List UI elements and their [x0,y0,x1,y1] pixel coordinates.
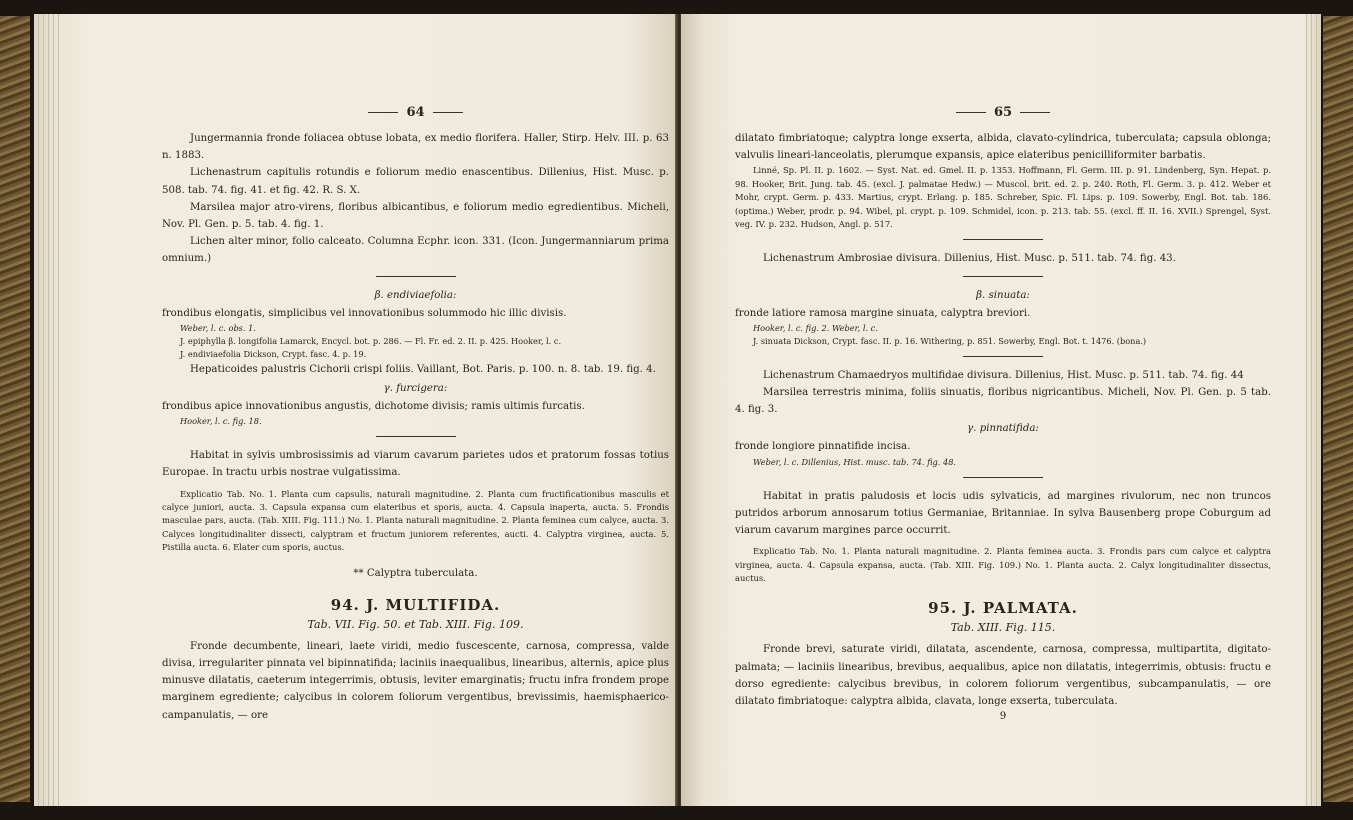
paragraph: Lichen alter minor, folio calceato. Columna Ecphr. icon. 331. (Icon. Jungermanniarum prima omnium.) [162,236,669,265]
divider [376,276,456,277]
left-text-column [162,100,669,724]
reference: J. sinuata Dickson, Crypt. fasc. II. p. 16. Withering, p. 851. Sowerby, Engl. Bot. t. 1476. (bona.) [753,335,1147,346]
divider [963,356,1043,357]
page-number-left: 64 [162,100,669,126]
variety-text: fronde longiore pinnatifide incisa. [735,441,911,453]
variety-text: fronde latiore ramosa margine sinuata, calyptra breviori. [735,307,1031,319]
left-page [34,14,677,806]
references-block: Linné, Sp. Pl. II. p. 1602. — Syst. Nat. ed. Gmel. II. p. 1353. Hoffmann, Fl. Germ. III. p. 91. Lindenberg, Syn. Hepat. p. 98. Hooker, Brit. Jung. tab. 45. (excl. J. palmatae Hedw.) — Muscol. brit. ed. 2. p. 240. Roth, Fl. Germ. 3. p. 412. Weber et Mohr, crypt. Germ. p. 433. Martius, crypt. Erlang. p. 185. Schreber, Spic. Fl. Lips. p. 109. Sowerby, Engl. Bot. tab. 186. (optima.) Weber, prodr. p. 94. Wibel, pl. crypt. p. 109. Schmidel, icon. p. 213. tab. 55. (excl. ff. II. 16. XVII.) Sprengel, Syst. veg. IV. p. 232. Hudson, Angl. p. 517. [735,165,1271,230]
section-heading: ** Calyptra tuberculata. [353,567,478,579]
reference: J. epiphylla β. longifolia Lamarck, Encycl. bot. p. 286. — Fl. Fr. ed. 2. II. p. 425. Hooker, l. c. [180,335,562,346]
divider [376,436,456,437]
habitat-paragraph: Habitat in sylvis umbrosissimis ad viarum cavarum parietes udos et pratorum fossas totius Europae. In tractu urbis nostrae vulgatissima. [162,450,669,479]
reference: Hooker, l. c. fig. 18. [180,416,262,427]
explicatio-paragraph: Explicatio Tab. No. 1. Planta cum capsulis, naturali magnitudine. 2. Planta cum fructificationibus masculis et calyce juniori, aucta. 3. Capsula expansa cum elateribus et sporis, aucta. 4. Capsula inaperta, aucta. 5. Frondis masculae pars, aucta. (Tab. XIII. Fig. 111.) No. 1. Planta naturali magnitudine. 2. Planta feminea cum calyce, aucta. 3. Calyces longitudinaliter dissecti, calyptram et fructum juniorem referentes, aucti. 4. Calyptra virginea, aucta. 5. Pistilla aucta. 6. Elater cum sporis, auctus. [162,488,669,553]
reference: J. endiviaefolia Dickson, Crypt. fasc. 4. p. 19. [180,348,367,359]
paragraph: Marsilea major atro-virens, floribus albicantibus, e foliorum medio egredientibus. Micheli, Nov. Pl. Gen. p. 5. tab. 4. fig. 1. [162,201,669,231]
reference: Weber, l. c. obs. 1. [180,322,256,333]
species-title: 94. J. MULTIFIDA. [330,595,501,614]
variety-label: β. sinuata: [976,289,1030,301]
paragraph: Marsilea terrestris minima, foliis sinuatis, floribus nigricantibus. Micheli, Nov. Pl. Gen. p. 5 tab. 4. fig. 3. [735,387,1271,416]
variety-label: β. endiviaefolia: [374,289,457,301]
variety-text: frondibus elongatis, simplicibus vel innovationibus solummodo hic illic divisis. [162,307,567,319]
paragraph: Lichenastrum Ambrosiae divisura. Dillenius, Hist. Musc. p. 511. tab. 74. fig. 43. [763,253,1176,265]
species-plate-reference: Tab. VII. Fig. 50. et Tab. XIII. Fig. 109. [307,617,524,631]
paragraph: Lichenastrum capitulis rotundis e foliorum medio enascentibus. Dillenius, Hist. Musc. p. 508. tab. 74. fig. 41. et fig. 42. R. S. X. [162,167,669,196]
paragraph: Lichenastrum Chamaedryos multifidae divisura. Dillenius, Hist. Musc. p. 511. tab. 74. fig. 44 [763,369,1244,381]
right-text-column [735,100,1271,726]
species-plate-reference: Tab. XIII. Fig. 115. [950,621,1056,635]
habitat-paragraph: Habitat in pratis paludosis et locis udis sylvaticis, ad margines rivulorum, nec non truncos putridos arborum annosarum totius Germaniae, Britanniae. In sylva Bausenberg prope Coburgum ad viarum cavarum margines parce occurrit. [735,490,1271,537]
explicatio-paragraph: Explicatio Tab. No. 1. Planta naturali magnitudine. 2. Planta feminea aucta. 3. Frondis pars cum calyce et calyptra virginea, aucta. 4. Capsula expansa, aucta. (Tab. XIII. Fig. 109.) No. 1. Planta aucta. 2. Calyx longitudinaliter dissectus, auctus. [735,546,1271,584]
species-description: Fronde brevi, saturate viridi, dilatata, ascendente, carnosa, compressa, multipartita, digitato-palmata; — laciniis linearibus, brevibus, aequalibus, apice non dilatatis, integerrimis, obtusis: fructu e dorso egrediente: calycibus brevibus, in colorem foliorum vergentibus, subcampanulatis, — ore dilatato fimbriatoque: calyptra albida, clavata, longe exserta, tuberculata. [735,644,1271,708]
variety-label: γ. furcigera: [383,383,448,395]
page-number-right: 65 [735,100,1271,126]
divider [963,239,1043,240]
divider [963,276,1043,277]
reference: Weber, l. c. Dillenius, Hist. musc. tab. 74. fig. 48. [753,456,957,467]
paragraph: Jungermannia fronde foliacea obtuse lobata, ex medio florifera. Haller, Stirp. Helv. III. p. 63 n. 1883. [162,133,669,162]
signature-mark: 9 [999,711,1007,723]
variety-text: frondibus apice innovationibus angustis, dichotome divisis; ramis ultimis furcatis. [162,401,585,413]
species-title: 95. J. PALMATA. [928,599,1078,618]
divider [963,477,1043,478]
paragraph: Hepaticoides palustris Cichorii crispi foliis. Vaillant, Bot. Paris. p. 100. n. 8. tab. 19. fig. 4. [190,363,656,375]
reference: Hooker, l. c. fig. 2. Weber, l. c. [753,322,878,333]
species-description: Fronde decumbente, lineari, laete viridi, medio fuscescente, carnosa, compressa, valde divisa, irregulariter pinnata vel bipinnatifida; laciniis inaequalibus, linearibus, alternis, apice plus minusve dilatatis, caeterum integerrimis, obtusis, leviter emarginatis; fructu infra frondem prope marginem egrediente; calycibus in colorem foliorum vergentibus, brevissimis, haemisphaerico-campanulatis, — ore [162,640,669,721]
variety-label: γ. pinnatifida: [967,423,1039,435]
cover-edge-left [0,16,30,802]
paragraph: dilatato fimbriatoque; calyptra longe exserta, albida, clavato-cylindrica, tuberculata; capsula oblonga; valvulis lineari-lanceolatis, plerumque expansis, apice elateribus penicilliformiter barbatis. [735,133,1271,162]
right-page [681,14,1321,806]
cover-edge-right [1323,16,1353,802]
